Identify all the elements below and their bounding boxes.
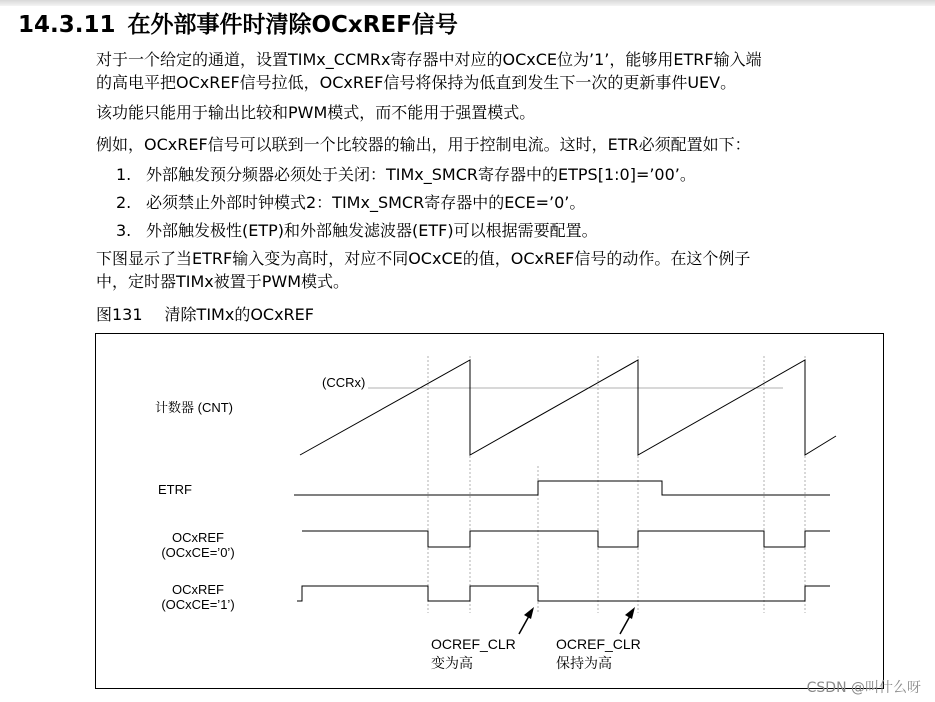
section-number: 14.3.11 [18,12,116,38]
section-title: 在外部事件时清除OCxREF信号 [127,12,458,38]
guide-lines [428,356,805,613]
ocxref-ce1-label-line2: (OCxCE=’1’) [161,597,235,612]
list-item-text: 必须禁止外部时钟模式2：TIMx_SMCR寄存器中的ECE=’0’。 [146,193,586,212]
ocxref-ce1-waveform [297,586,830,601]
ocxref-ce0-waveform [302,531,830,547]
list-item-text: 外部触发预分频器必须处于关闭：TIMx_SMCR寄存器中的ETPS[1:0]=’00’。 [146,165,696,184]
etrf-label: ETRF [158,482,192,497]
paragraph-3: 例如，OCxREF信号可以联到一个比较器的输出，用于控制电流。这时，ETR必须配置如下： [96,135,751,154]
watermark: CSDN @叫什么呀 [806,680,921,696]
clr-stays-high-label-line1: OCREF_CLR [556,636,641,652]
counter-label: 计数器 (CNT) [155,400,233,415]
clr-stays-high-label-line2: 保持为高 [556,655,612,671]
figure-title: 清除TIMx的OCxREF [164,305,314,324]
ocxref-ce0-label-line2: (OCxCE=’0’) [161,545,235,560]
counter-waveform [300,360,836,455]
list-item-number: 2. [116,193,132,212]
arrow-clr-1 [519,607,534,634]
clr-becomes-high-label-line2: 变为高 [431,655,473,671]
list-item-number: 3. [116,221,132,240]
etrf-waveform [294,481,830,495]
paragraph-1-line-2: 的高电平把OCxREF信号拉低，OCxREF信号将保持为低直到发生下一次的更新事件UEV。 [96,73,737,92]
list-item-text: 外部触发极性(ETP)和外部触发滤波器(ETF)可以根据需要配置。 [146,221,598,240]
paragraph-4-line-2: 中，定时器TIMx被置于PWM模式。 [96,272,350,291]
arrow-clr-2 [620,607,635,634]
list-item-number: 1. [116,165,132,184]
paragraph-2: 该功能只能用于输出比较和PWM模式，而不能用于强置模式。 [96,103,536,122]
paragraph-4-line-1: 下图显示了当ETRF输入变为高时，对应不同OCxCE的值，OCxREF信号的动作。在这个例子 [96,249,751,268]
ccr-label: (CCRx) [322,375,366,390]
paragraph-1-line-1: 对于一个给定的通道，设置TIMx_CCMRx寄存器中对应的OCxCE位为’1’，能够用ETRF输入端 [96,50,762,69]
ocxref-ce0-label-line1: OCxREF [172,530,224,545]
ocxref-ce1-label-line1: OCxREF [172,582,224,597]
clr-becomes-high-label-line1: OCREF_CLR [431,636,516,652]
figure-number: 图131 [96,305,143,324]
